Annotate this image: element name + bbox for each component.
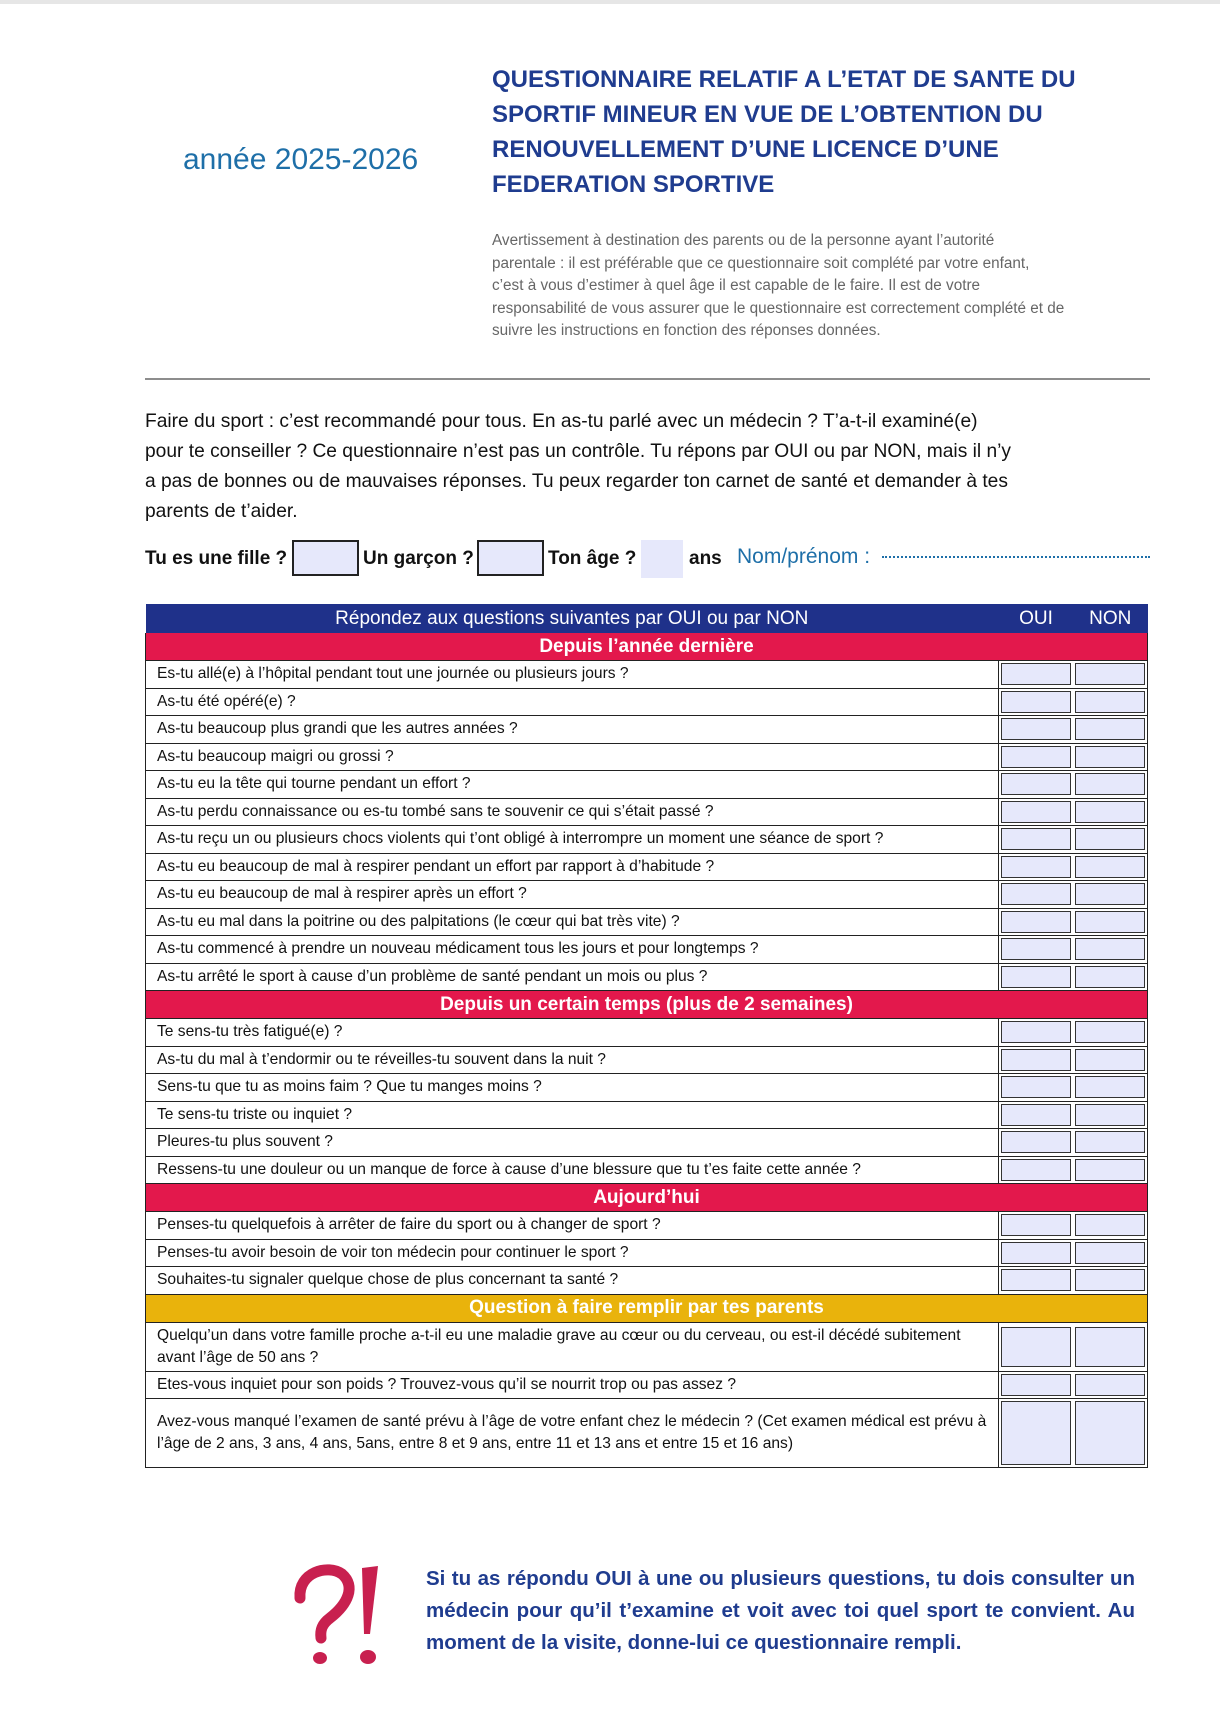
no-checkbox[interactable] [1075,1269,1145,1291]
section-header [146,633,1148,661]
yes-checkbox[interactable] [1001,1327,1071,1367]
no-cell [1073,908,1148,936]
yes-cell [999,853,1074,881]
table-row [146,771,1148,799]
title-line: QUESTIONNAIRE RELATIF A L’ETAT DE SANTE DU [492,66,1076,93]
no-cell [1073,771,1148,799]
no-cell [1073,1101,1148,1129]
yes-cell [999,1074,1074,1102]
no-cell [1073,1046,1148,1074]
age-label: Ton âge ? [548,548,637,569]
col-yes-header: OUI [999,604,1074,633]
yes-checkbox[interactable] [1001,1049,1071,1071]
table-row [146,1371,1148,1399]
yes-cell [999,1156,1074,1184]
yes-checkbox[interactable] [1001,1159,1071,1181]
intro-line: parents de t’aider. [145,501,298,522]
no-checkbox[interactable] [1075,663,1145,685]
girl-label: Tu es une fille ? [145,548,288,569]
yes-checkbox[interactable] [1001,1401,1071,1465]
no-checkbox[interactable] [1075,801,1145,823]
no-cell [1073,881,1148,909]
no-checkbox[interactable] [1075,1374,1145,1396]
consult-doctor-notice: Si tu as répondu OUI à une ou plusieurs questions, tu dois consulter un médecin pour qu’il t’examine et voit avec toi quel sport te convient. Au moment de la visite, donne-lui ce questionnaire rempli. [426,1567,1135,1654]
yes-checkbox[interactable] [1001,801,1071,823]
table-row [146,1322,1148,1371]
table-row [146,1156,1148,1184]
table-row [146,1101,1148,1129]
no-checkbox[interactable] [1075,1021,1145,1043]
no-checkbox[interactable] [1075,856,1145,878]
intro-line: a pas de bonnes ou de mauvaises réponses. Tu peux regarder ton carnet de santé et demander à tes [145,471,1008,492]
table-row [146,798,1148,826]
no-checkbox[interactable] [1075,1159,1145,1181]
no-cell [1073,1371,1148,1399]
yes-checkbox[interactable] [1001,1242,1071,1264]
title-line: RENOUVELLEMENT D’UNE LICENCE D’UNE [492,136,999,163]
question-text: As-tu beaucoup plus grandi que les autres années ? [146,716,999,744]
table-row [146,963,1148,991]
intro-paragraph [145,407,1155,527]
no-checkbox[interactable] [1075,938,1145,960]
no-checkbox[interactable] [1075,718,1145,740]
no-cell [1073,661,1148,689]
no-cell [1073,743,1148,771]
no-checkbox[interactable] [1075,883,1145,905]
no-cell [1073,1019,1148,1047]
yes-cell [999,881,1074,909]
yes-checkbox[interactable] [1001,1076,1071,1098]
col-no-header: NON [1073,604,1148,633]
question-text: As-tu commencé à prendre un nouveau médicament tous les jours et pour longtemps ? [146,936,999,964]
no-checkbox[interactable] [1075,1049,1145,1071]
no-cell [1073,1322,1148,1371]
top-edge [0,0,1220,4]
yes-cell [999,1129,1074,1157]
no-checkbox[interactable] [1075,1214,1145,1236]
age-input[interactable] [641,540,683,578]
no-checkbox[interactable] [1075,1104,1145,1126]
boy-label: Un garçon ? [363,548,474,569]
yes-checkbox[interactable] [1001,966,1071,988]
table-row [146,826,1148,854]
title-line: FEDERATION SPORTIVE [492,171,775,198]
section-header [146,991,1148,1019]
no-cell [1073,1239,1148,1267]
boy-checkbox[interactable] [477,540,544,576]
no-cell [1073,963,1148,991]
question-text: As-tu eu mal dans la poitrine ou des palpitations (le cœur qui bat très vite) ? [146,908,999,936]
girl-checkbox[interactable] [292,540,359,576]
table-row [146,853,1148,881]
yes-checkbox[interactable] [1001,856,1071,878]
intro-line: pour te conseiller ? Ce questionnaire n’est pas un contrôle. Tu répons par OUI ou par NON, mais il n’y [145,441,1012,462]
no-cell [1073,1129,1148,1157]
no-cell [1073,853,1148,881]
no-checkbox[interactable] [1075,773,1145,795]
yes-cell [999,908,1074,936]
yes-cell [999,1371,1074,1399]
table-row [146,716,1148,744]
no-checkbox[interactable] [1075,691,1145,713]
no-checkbox[interactable] [1075,746,1145,768]
yes-checkbox[interactable] [1001,718,1071,740]
warning-line: Avertissement à destination des parents ou de la personne ayant l’autorité [492,232,995,249]
yes-cell [999,826,1074,854]
yes-cell [999,1046,1074,1074]
yes-checkbox[interactable] [1001,1214,1071,1236]
table-row [146,688,1148,716]
yes-cell [999,771,1074,799]
yes-cell [999,716,1074,744]
no-cell [1073,688,1148,716]
question-text: As-tu arrêté le sport à cause d’un problème de santé pendant un mois ou plus ? [146,963,999,991]
table-row [146,881,1148,909]
table-row [146,1019,1148,1047]
table-row [146,1239,1148,1267]
table-row [146,1046,1148,1074]
table-header-title: Répondez aux questions suivantes par OUI ou par NON [146,604,999,633]
parent-warning [492,230,1142,343]
yes-cell [999,936,1074,964]
age-unit: ans [689,548,722,569]
question-exclamation-icon [290,1560,390,1670]
section-title: Aujourd’hui [146,1184,1148,1212]
yes-cell [999,1239,1074,1267]
name-input[interactable] [882,556,1150,558]
no-checkbox[interactable] [1075,911,1145,933]
season-year: année 2025-2026 [183,143,419,176]
section-title: Depuis un certain temps (plus de 2 semaines) [146,991,1148,1019]
yes-checkbox[interactable] [1001,746,1071,768]
question-text: As-tu du mal à t’endormir ou te réveilles-tu souvent dans la nuit ? [146,1046,999,1074]
table-row [146,1399,1148,1468]
table-row [146,908,1148,936]
no-cell [1073,716,1148,744]
yes-checkbox[interactable] [1001,691,1071,713]
section-header [146,1184,1148,1212]
table-row [146,1267,1148,1295]
question-text: Sens-tu que tu as moins faim ? Que tu manges moins ? [146,1074,999,1102]
question-text: Pleures-tu plus souvent ? [146,1129,999,1157]
yes-cell [999,661,1074,689]
yes-checkbox[interactable] [1001,1104,1071,1126]
yes-checkbox[interactable] [1001,773,1071,795]
yes-checkbox[interactable] [1001,883,1071,905]
question-text: Penses-tu quelquefois à arrêter de faire du sport ou à changer de sport ? [146,1212,999,1240]
no-cell [1073,1156,1148,1184]
yes-checkbox[interactable] [1001,1374,1071,1396]
question-text: Avez-vous manqué l’examen de santé prévu à l’âge de votre enfant chez le médecin ? (Cet examen médical est prévu à l’âge de 2 ans, 3 ans, 4 ans, 5ans, entre 8 et 9 ans, entre 11 et 13 ans et entre 15 et 16 ans) [146,1399,999,1468]
table-row [146,1212,1148,1240]
yes-cell [999,963,1074,991]
no-checkbox[interactable] [1075,966,1145,988]
question-text: As-tu eu beaucoup de mal à respirer après un effort ? [146,881,999,909]
no-checkbox[interactable] [1075,1401,1145,1465]
section-header-parents [146,1294,1148,1322]
table-row [146,936,1148,964]
question-text: Te sens-tu très fatigué(e) ? [146,1019,999,1047]
yes-cell [999,1101,1074,1129]
question-text: Ressens-tu une douleur ou un manque de force à cause d’une blessure que tu t’es faite cette année ? [146,1156,999,1184]
question-text: As-tu beaucoup maigri ou grossi ? [146,743,999,771]
question-text: Te sens-tu triste ou inquiet ? [146,1101,999,1129]
yes-cell [999,688,1074,716]
table-row [146,1129,1148,1157]
no-cell [1073,1399,1148,1468]
intro-line: Faire du sport : c’est recommandé pour tous. En as-tu parlé avec un médecin ? T’a-t-il examiné(e) [145,411,978,432]
no-cell [1073,1074,1148,1102]
question-text: Souhaites-tu signaler quelque chose de plus concernant ta santé ? [146,1267,999,1295]
section-title: Question à faire remplir par tes parents [146,1294,1148,1322]
no-checkbox[interactable] [1075,828,1145,850]
yes-checkbox[interactable] [1001,938,1071,960]
yes-cell [999,798,1074,826]
yes-cell [999,743,1074,771]
yes-cell [999,1399,1074,1468]
question-text: As-tu eu la tête qui tourne pendant un effort ? [146,771,999,799]
warning-line: responsabilité de vous assurer que le questionnaire est correctement complété et de [492,299,1065,317]
no-cell [1073,826,1148,854]
no-checkbox[interactable] [1075,1076,1145,1098]
divider [145,378,1150,380]
warning-line: suivre les instructions en fonction des réponses données. [492,322,881,340]
question-text: Es-tu allé(e) à l’hôpital pendant tout une journée ou plusieurs jours ? [146,661,999,689]
yes-checkbox[interactable] [1001,828,1071,850]
yes-cell [999,1019,1074,1047]
no-cell [1073,1212,1148,1240]
no-checkbox[interactable] [1075,1242,1145,1264]
yes-cell [999,1322,1074,1371]
title-line: SPORTIF MINEUR EN VUE DE L’OBTENTION DU [492,101,1043,128]
question-text: As-tu perdu connaissance ou es-tu tombé sans te souvenir ce qui s’était passé ? [146,798,999,826]
yes-cell [999,1212,1074,1240]
no-checkbox[interactable] [1075,1131,1145,1153]
yes-checkbox[interactable] [1001,911,1071,933]
yes-checkbox[interactable] [1001,1269,1071,1291]
health-questionnaire-table [145,604,1148,1468]
no-cell [1073,936,1148,964]
warning-line: c’est à vous d’estimer à quel âge il est capable de le faire. Il est de votre [492,277,981,295]
table-header [146,604,1148,633]
table-row [146,1074,1148,1102]
no-cell [1073,798,1148,826]
table-row [146,661,1148,689]
warning-line: parentale : il est préférable que ce questionnaire soit complété par votre enfant, [492,254,1030,272]
question-text: Etes-vous inquiet pour son poids ? Trouvez-vous qu’il se nourrit trop ou pas assez ? [146,1371,999,1399]
document-title [492,62,1112,202]
question-text: As-tu reçu un ou plusieurs chocs violents qui t’ont obligé à interrompre un moment une séance de sport ? [146,826,999,854]
question-text: Quelqu’un dans votre famille proche a-t-il eu une maladie grave au cœur ou du cerveau, ou est-il décédé subitement avant l’âge de 50 ans ? [146,1322,999,1371]
question-text: Penses-tu avoir besoin de voir ton médecin pour continuer le sport ? [146,1239,999,1267]
yes-cell [999,1267,1074,1295]
no-cell [1073,1267,1148,1295]
yes-checkbox[interactable] [1001,1131,1071,1153]
yes-checkbox[interactable] [1001,1021,1071,1043]
name-label: Nom/prénom : [737,545,871,568]
yes-checkbox[interactable] [1001,663,1071,685]
no-checkbox[interactable] [1075,1327,1145,1367]
table-row [146,743,1148,771]
identity-row [145,540,1155,578]
question-text: As-tu été opéré(e) ? [146,688,999,716]
section-title: Depuis l’année dernière [146,633,1148,661]
question-text: As-tu eu beaucoup de mal à respirer pendant un effort par rapport à d’habitude ? [146,853,999,881]
